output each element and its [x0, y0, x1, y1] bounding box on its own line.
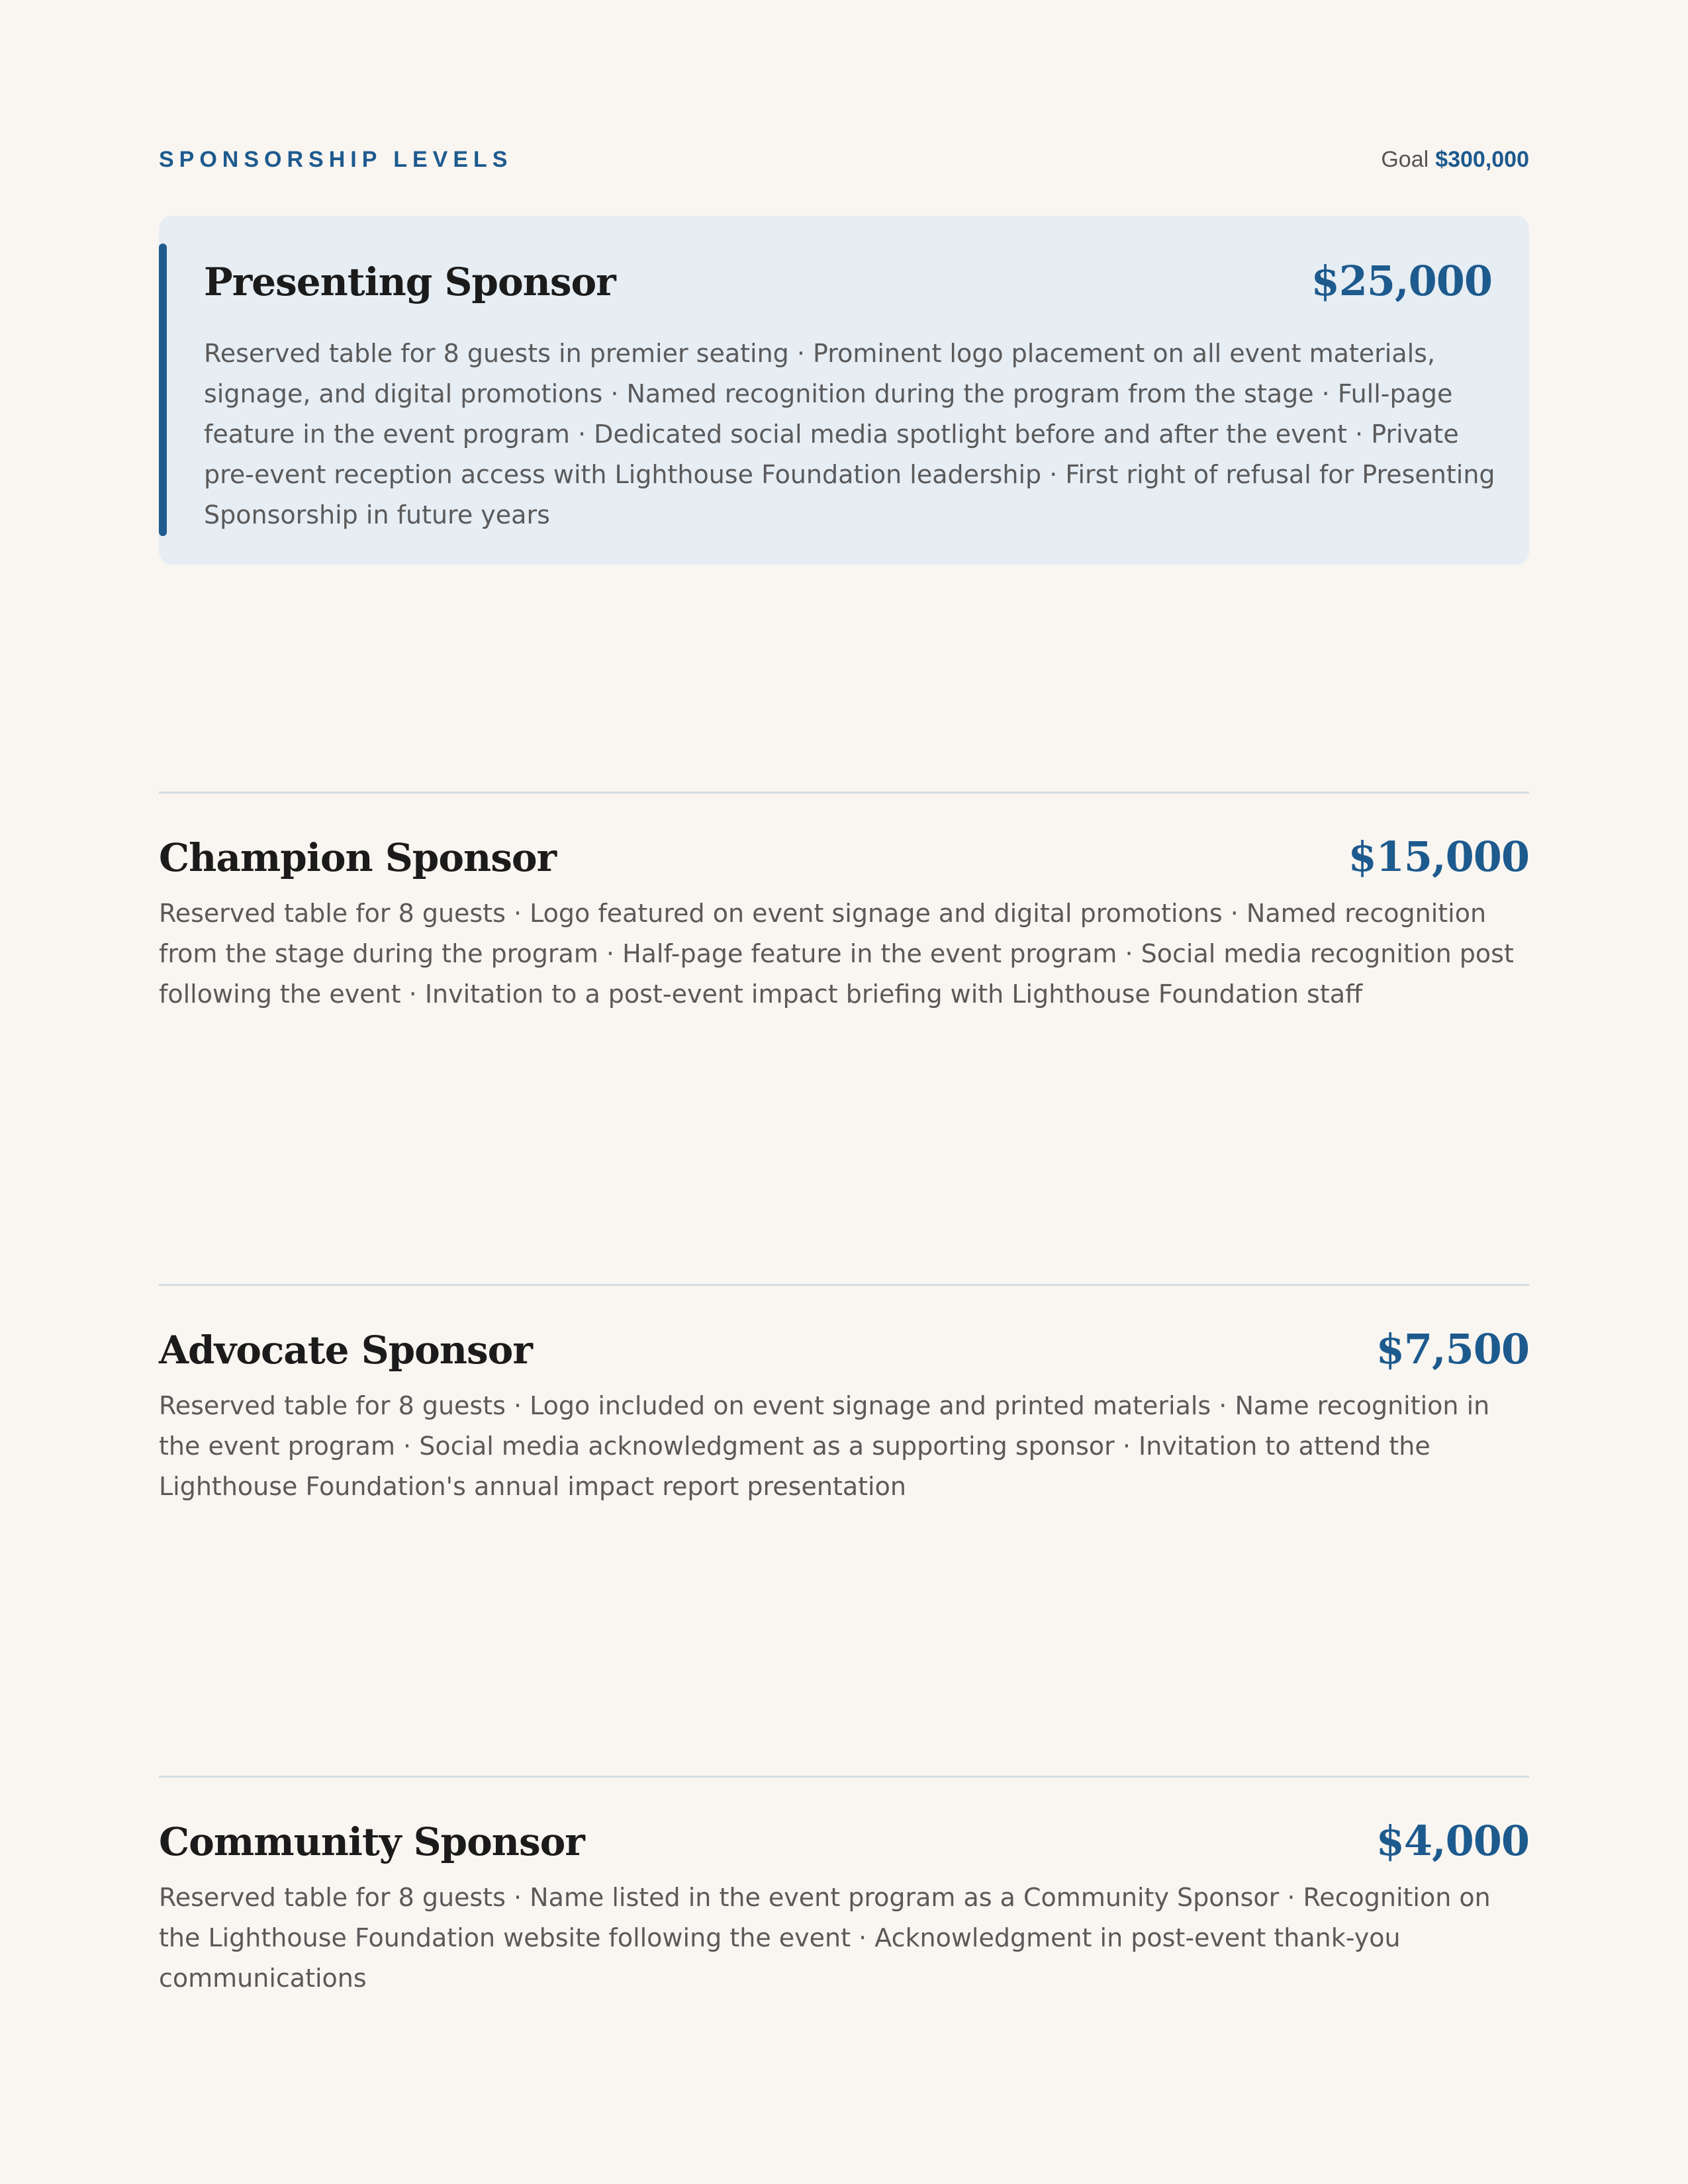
sponsorship-page: [159, 0, 1529, 2184]
tier-divider: [159, 792, 1529, 794]
tier-benefits: Reserved table for 8 guests · Logo featured on event signage and digital promotions · Named recognition from the stage during the program · Half-page feature in the event program · Social media recognition post following the event · Invitation to a post-event impact briefing with Lighthouse Foundation staff: [159, 899, 1514, 1009]
tier-price: $4,000: [1376, 1817, 1529, 1865]
tier-name: Presenting Sponsor: [204, 259, 616, 304]
featured-accent-bar: [159, 244, 167, 536]
tier-price: $25,000: [1311, 257, 1492, 305]
tier-card-champion: [159, 833, 1529, 1031]
tier-name: Advocate Sponsor: [159, 1328, 532, 1373]
tier-divider: [159, 1776, 1529, 1778]
tier-name: Champion Sponsor: [159, 835, 557, 880]
tier-card-presenting: [159, 216, 1529, 565]
tier-divider: [159, 1284, 1529, 1286]
tier-card-advocate: [159, 1325, 1529, 1524]
tier-benefits: Reserved table for 8 guests in premier seating · Prominent logo placement on all event materials, signage, and digital promotions · Named recognition during the program from the stage · Full-page feature in the event program · Dedicated social media spotlight before and after the event · Private pre-event reception access with Lighthouse Foundation leadership · First right of refusal for Presenting Sponsorship in future years: [204, 339, 1495, 529]
tier-header: [204, 257, 1492, 305]
goal-label: Goal: [1381, 146, 1429, 172]
section-label: SPONSORSHIP LEVELS: [159, 146, 513, 172]
tier-price: $7,500: [1376, 1325, 1529, 1373]
tier-benefits: Reserved table for 8 guests · Logo included on event signage and printed materials · Name recognition in the event program · Social media acknowledgment as a supporting sponsor · Invitation to attend the Lighthouse Foundation's annual impact report presentation: [159, 1391, 1490, 1501]
tier-header: [159, 1325, 1529, 1373]
tier-price: $15,000: [1348, 833, 1529, 881]
goal-amount: $300,000: [1435, 146, 1529, 172]
fundraising-goal: [1381, 147, 1529, 173]
tier-card-community: [159, 1817, 1529, 2015]
tier-benefits: Reserved table for 8 guests · Name listed in the event program as a Community Sponsor · Recognition on the Lighthouse Foundation website following the event · Acknowledgment in post-event thank-you communications: [159, 1883, 1491, 1993]
tier-header: [159, 1817, 1529, 1865]
section-header: [159, 144, 1529, 175]
tier-header: [159, 833, 1529, 881]
tier-name: Community Sponsor: [159, 1819, 585, 1864]
